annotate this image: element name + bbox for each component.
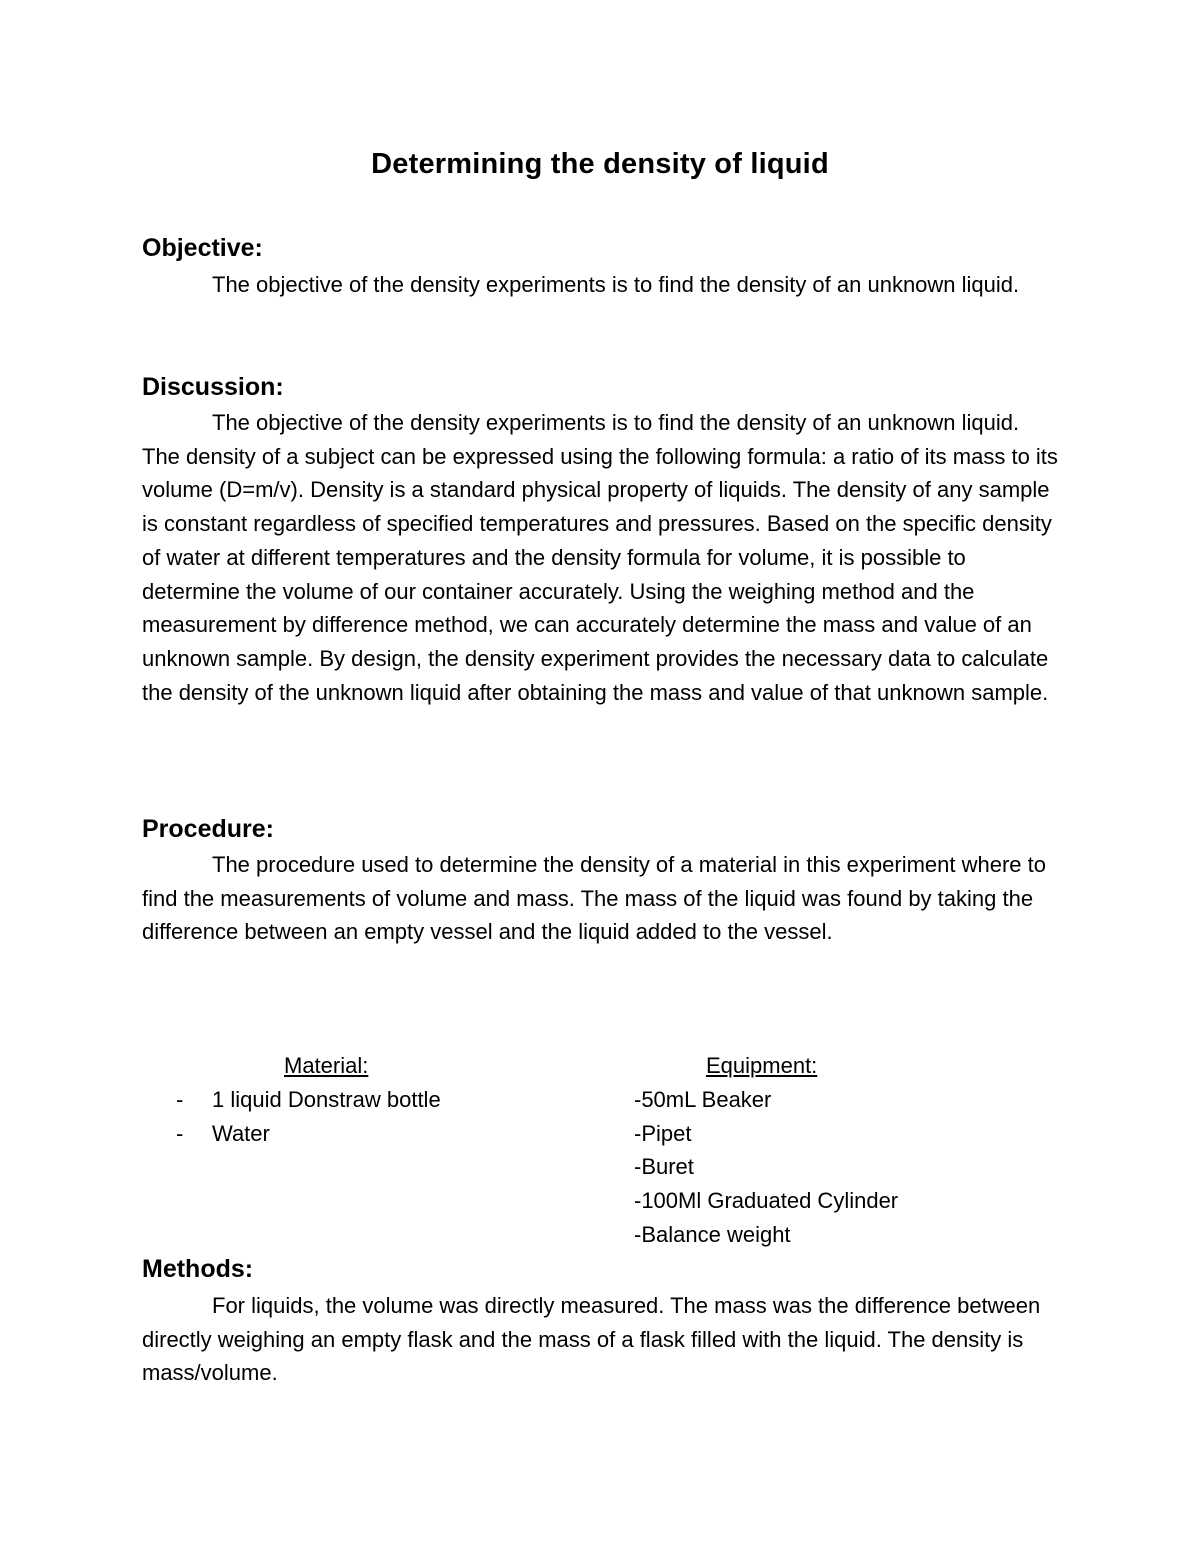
procedure-heading: Procedure: xyxy=(142,815,274,843)
equipment-item: -100Ml Graduated Cylinder xyxy=(634,1188,899,1214)
objective-text: The objective of the density experiments is to find the density of an unknown liquid. xyxy=(212,272,1020,297)
material-list xyxy=(176,1083,441,1150)
equipment-list xyxy=(634,1083,898,1252)
material-item-label: Water xyxy=(212,1120,270,1146)
objective-heading: Objective: xyxy=(142,234,263,262)
procedure-text: The procedure used to determine the density of a material in this experiment where to find the measurements of volume and mass. The mass of the liquid was found by taking the difference between an empty vessel and the liquid added to the vessel. xyxy=(142,852,1047,945)
discussion-text: The objective of the density experiments is to find the density of an unknown liquid. The density of a subject can be expressed using the following formula: a ratio of its mass to its volume (D=m/v). Density is a standard physical property of liquids. The density of any sample is constant regardless of specified temperatures and pressures. Based on the specific density of water at different temperatures and the density formula for volume, it is possible to determine the volume of our container accurately. Using the weighing method and the measurement by difference method, we can accurately determine the mass and value of an unknown sample. By design, the density experiment provides the necessary data to calculate the density of the unknown liquid after obtaining the mass and value of that unknown sample. xyxy=(142,410,1058,705)
list-dash: - xyxy=(176,1120,184,1146)
material-item xyxy=(176,1083,441,1117)
discussion-heading: Discussion: xyxy=(142,373,284,401)
equipment-item: -Balance weight xyxy=(634,1221,791,1247)
material-heading: Material: xyxy=(284,1053,369,1078)
equipment-heading: Equipment: xyxy=(706,1053,818,1078)
material-item xyxy=(176,1117,441,1151)
methods-heading: Methods: xyxy=(142,1255,254,1283)
equipment-item: -50mL Beaker xyxy=(634,1087,772,1112)
equipment-item: -Buret xyxy=(634,1154,694,1180)
document-title: Determining the density of liquid xyxy=(371,148,829,180)
material-item-label: 1 liquid Donstraw bottle xyxy=(212,1087,441,1112)
methods-text: For liquids, the volume was directly measured. The mass was the difference between directly weighing an empty flask and the mass of a flask filled with the liquid. The density is mass/volume. xyxy=(142,1293,1041,1386)
list-dash: - xyxy=(176,1087,184,1112)
equipment-item: -Pipet xyxy=(634,1120,692,1146)
